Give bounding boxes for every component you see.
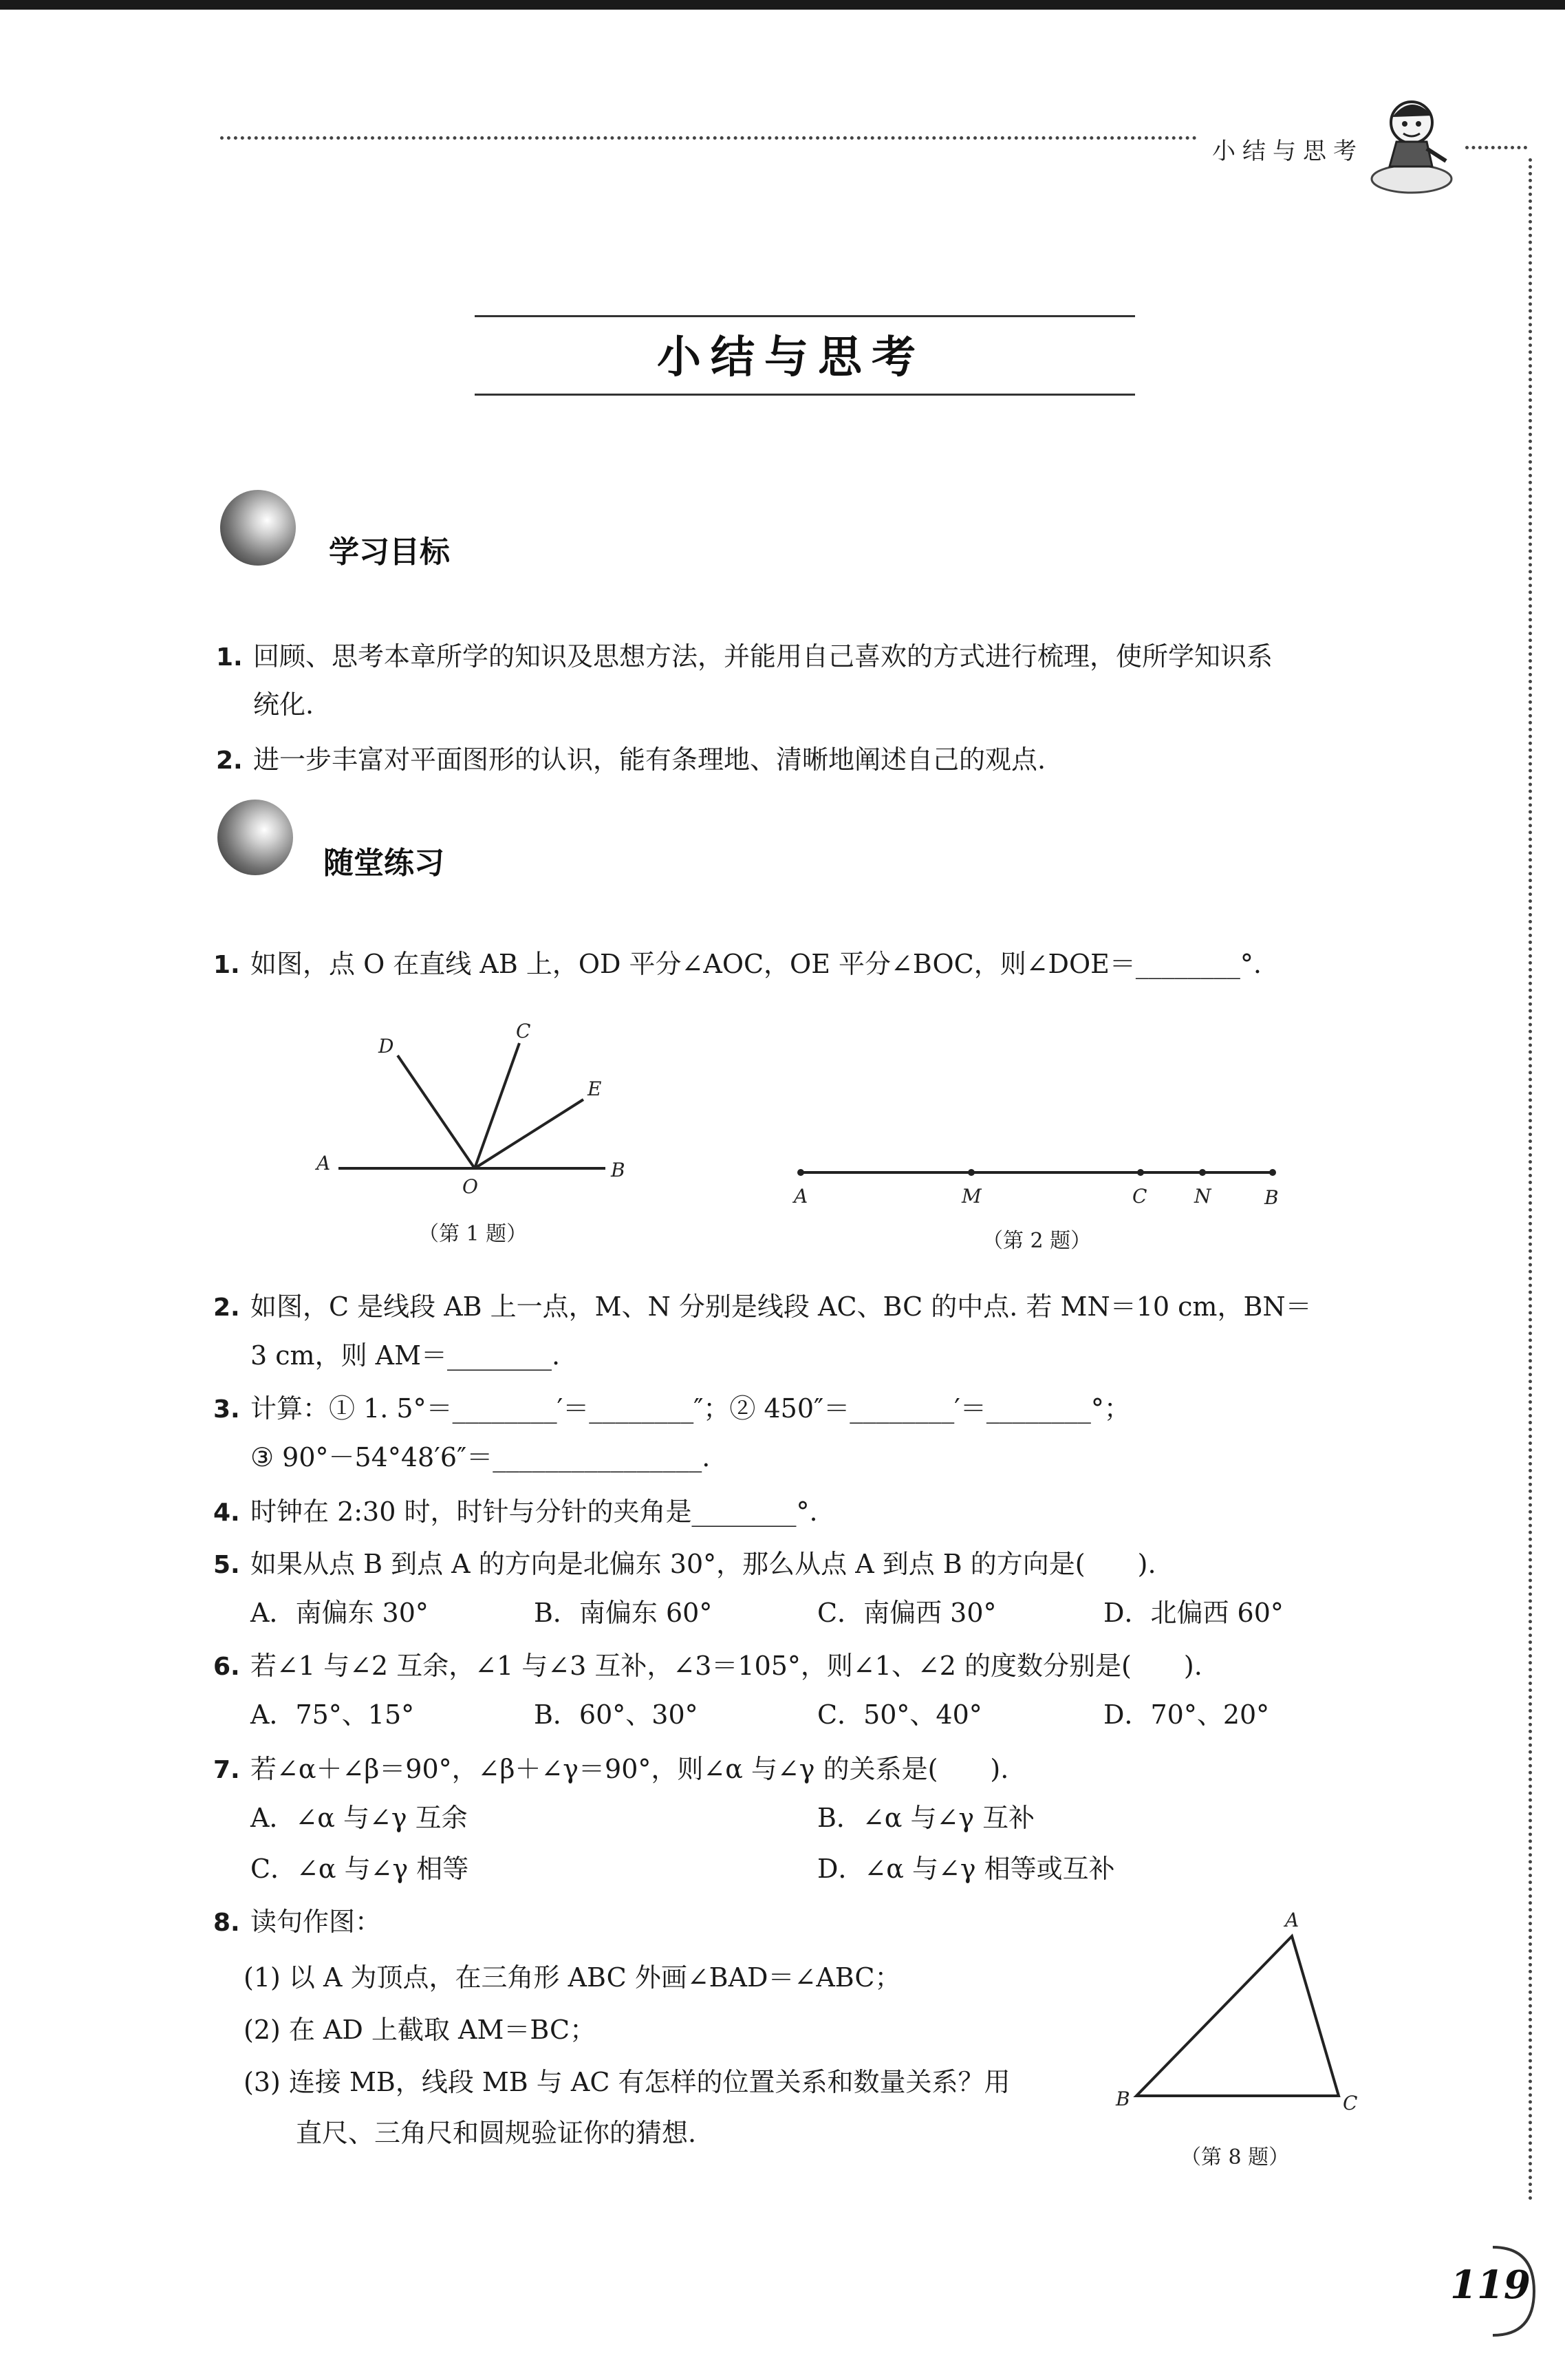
label-a: A (1285, 1909, 1299, 1931)
question-text: 时钟在 2:30 时，时针与分针的夹角是________°. (250, 1497, 818, 1527)
goal-text: 回顾、思考本章所学的知识及思想方法，并能用自己喜欢的方式进行梳理，使所学知识系 (253, 641, 1273, 672)
scan-top-edge (0, 0, 1565, 10)
label-o: O (462, 1175, 478, 1197)
margin-dotted-rule-top (1465, 146, 1527, 149)
option-a: A．75°、15° (250, 1700, 415, 1730)
option-b: B．60°、30° (534, 1700, 698, 1730)
question-text-cont: ③ 90°－54°48′6″＝________________. (250, 1442, 711, 1472)
option-c: C．南偏西 30° (817, 1598, 997, 1628)
step-3-cont: 直尺、三角尺和圆规验证你的猜想. (296, 2118, 697, 2148)
label-n: N (1194, 1185, 1211, 1208)
question-number: 5. (213, 1551, 240, 1579)
running-header: 小结与思考 (1212, 138, 1363, 165)
option-d: D．70°、20° (1103, 1700, 1270, 1730)
figure-1-caption: （第 1 题） (418, 1222, 528, 1246)
margin-dotted-rule-side (1529, 158, 1532, 2202)
label-m: M (962, 1185, 982, 1208)
option-a: A．南偏东 30° (250, 1598, 429, 1628)
ray-oe (475, 1100, 583, 1168)
goal-text: 进一步丰富对平面图形的认识，能有条理地、清晰地阐述自己的观点. (253, 744, 1046, 775)
page-number: 119 (1450, 2262, 1531, 2308)
label-c: C (516, 1020, 531, 1042)
option-b: B．∠α 与∠γ 互补 (817, 1803, 1035, 1833)
question-text: 计算：① 1. 5°＝________′＝________″；② 450″＝________′＝________°； (250, 1393, 1130, 1424)
figure-2-diagram (784, 1156, 1307, 1225)
question-number: 7. (213, 1756, 240, 1784)
label-a: A (794, 1185, 808, 1208)
label-c: C (1132, 1185, 1147, 1208)
label-c: C (1343, 2092, 1358, 2114)
step-1: (1) 以 A 为顶点，在三角形 ABC 外画∠BAD＝∠ABC； (244, 1962, 901, 1993)
goal-number: 1. (216, 643, 243, 672)
option-c: C．∠α 与∠γ 相等 (250, 1854, 469, 1884)
page-title: 小结与思考 (657, 332, 925, 383)
section-globe-icon (217, 800, 293, 875)
goal-number: 2. (216, 747, 243, 775)
triangle-abc (1136, 1936, 1339, 2096)
section-title-goals: 学习目标 (329, 535, 450, 570)
question-number: 3. (213, 1395, 240, 1424)
section-title-practice: 随堂练习 (323, 846, 444, 881)
option-d: D．北偏西 60° (1103, 1598, 1284, 1628)
goal-text-cont: 统化. (253, 689, 314, 720)
figure-8-caption: （第 8 题） (1180, 2145, 1290, 2169)
section-globe-icon (220, 490, 296, 566)
question-text: 如果从点 B 到点 A 的方向是北偏东 30°，那么从点 A 到点 B 的方向是( ). (250, 1549, 1156, 1579)
question-text: 如图，点 O 在直线 AB 上，OD 平分∠AOC，OE 平分∠BOC，则∠DOE＝________°. (250, 949, 1262, 979)
option-d: D．∠α 与∠γ 相等或互补 (817, 1854, 1115, 1884)
label-b: B (611, 1159, 625, 1181)
figure-2-caption: （第 2 题） (982, 1229, 1092, 1253)
step-3: (3) 连接 MB，线段 MB 与 AC 有怎样的位置关系和数量关系？用 (244, 2067, 1011, 2097)
label-d: D (378, 1035, 394, 1058)
label-e: E (587, 1078, 602, 1100)
question-text: 若∠α＋∠β＝90°，∠β＋∠γ＝90°，则∠α 与∠γ 的关系是( ). (250, 1754, 1009, 1784)
option-c: C．50°、40° (817, 1700, 982, 1730)
question-text: 读句作图： (250, 1907, 382, 1937)
label-a: A (316, 1152, 331, 1175)
ray-oc (475, 1043, 519, 1168)
label-b: B (1116, 2088, 1130, 2110)
option-a: A．∠α 与∠γ 互余 (250, 1803, 468, 1833)
mascot-illustration (1369, 89, 1458, 200)
ray-od (398, 1055, 475, 1168)
question-number: 8. (213, 1909, 240, 1937)
option-b: B．南偏东 60° (534, 1598, 713, 1628)
title-rule-bottom (475, 394, 1135, 396)
question-text: 如图，C 是线段 AB 上一点，M、N 分别是线段 AC、BC 的中点. 若 MN＝10 cm，BN＝ (250, 1291, 1312, 1322)
question-text: 若∠1 与∠2 互余，∠1 与∠3 互补，∠3＝105°，则∠1、∠2 的度数分别是( ). (250, 1651, 1202, 1681)
figure-1-diagram (303, 1018, 660, 1197)
question-text-cont: 3 cm，则 AM＝________. (250, 1340, 561, 1371)
step-2: (2) 在 AD 上截取 AM＝BC； (244, 2015, 596, 2045)
question-number: 4. (213, 1499, 240, 1527)
header-dotted-rule (220, 136, 1197, 140)
title-rule-top (475, 315, 1135, 317)
question-number: 1. (213, 951, 240, 979)
label-b: B (1264, 1186, 1279, 1209)
figure-8-triangle (1101, 1899, 1376, 2119)
question-number: 2. (213, 1294, 240, 1322)
question-number: 6. (213, 1653, 240, 1681)
